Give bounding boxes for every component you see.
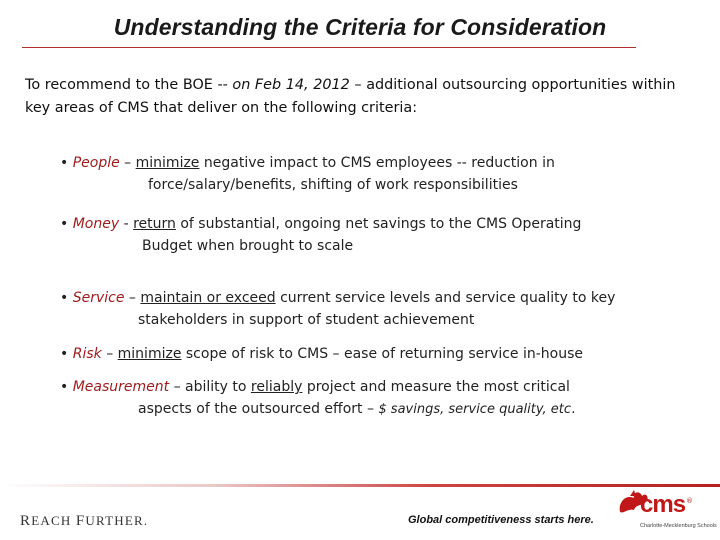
criterion-term: Money (72, 216, 120, 232)
criterion-measurement: • Measurement – ability to reliably project and measure the most critical aspects of the outsourced effort – $ savings, service quality, etc. (60, 376, 690, 421)
intro-text: To recommend to the BOE -- (25, 77, 233, 93)
criterion-term: Service (72, 290, 125, 306)
intro-paragraph (25, 74, 705, 120)
criterion-risk: • Risk – minimize scope of risk to CMS – ease of returning service in-house (60, 346, 584, 362)
criterion-continuation: force/salary/benefits, shifting of work responsibilities (148, 177, 518, 193)
criterion-people: • People – minimize negative impact to CMS employees -- reduction in force/salary/benefits, shifting of work responsibilities (60, 152, 690, 196)
criterion-term: Measurement (72, 379, 170, 395)
criterion-period: . (571, 401, 576, 417)
criterion-text: project and measure the most critical (302, 379, 570, 395)
criterion-service: • Service – maintain or exceed current service levels and service quality to key stakeholders in support of student achievement (60, 287, 690, 331)
criterion-text: current service levels and service quality to key (275, 290, 616, 306)
slogan-text: URTHER. (85, 513, 149, 528)
slogan-text: EACH (31, 513, 76, 528)
criterion-continuation (60, 398, 690, 421)
criterion-continuation: Budget when brought to scale (142, 238, 354, 254)
criterion-verb: reliably (250, 379, 303, 395)
criterion-sep: – (124, 290, 141, 306)
criterion-money: • Money - return of substantial, ongoing net savings to the CMS Operating Budget when brought to scale (60, 213, 690, 257)
criterion-verb: maintain or exceed (140, 290, 276, 306)
slide-title: Understanding the Criteria for Consideration (113, 14, 607, 40)
slogan-initial: F (75, 513, 86, 529)
criterion-term: People (72, 155, 120, 171)
intro-date: on Feb 14, 2012 (232, 77, 350, 93)
slogan-initial: R (20, 513, 32, 529)
criterion-sep: – ability to (169, 379, 251, 395)
cms-logo-subtitle: Charlotte-Mecklenburg Schools (640, 523, 717, 529)
criterion-examples: $ savings, service quality, etc (378, 402, 572, 417)
cms-logo-text: cms (640, 491, 686, 518)
criterion-sep: - (119, 216, 134, 232)
criterion-continuation: stakeholders in support of student achievement (138, 312, 475, 328)
title-rule (22, 47, 636, 48)
criterion-sep: – (119, 155, 136, 171)
criterion-verb: return (133, 216, 176, 232)
footer-tagline: Global competitiveness starts here. (408, 514, 594, 526)
criterion-verb: minimize (117, 346, 182, 362)
criterion-term: Risk (72, 346, 102, 362)
criterion-continuation-text: aspects of the outsourced effort – (138, 401, 379, 417)
criterion-text: negative impact to CMS employees -- reduction in (199, 155, 555, 171)
reach-further-slogan (20, 513, 148, 530)
footer-divider (0, 484, 720, 487)
intro-text-end: – additional outsourcing opportunities within key areas of CMS that deliver on the following criteria: (25, 77, 676, 116)
criterion-text: of substantial, ongoing net savings to the CMS Operating (175, 216, 582, 232)
registered-mark: ® (686, 497, 693, 505)
criterion-text: scope of risk to CMS – ease of returning service in-house (181, 346, 584, 362)
criterion-sep: – (101, 346, 118, 362)
criterion-verb: minimize (135, 155, 200, 171)
